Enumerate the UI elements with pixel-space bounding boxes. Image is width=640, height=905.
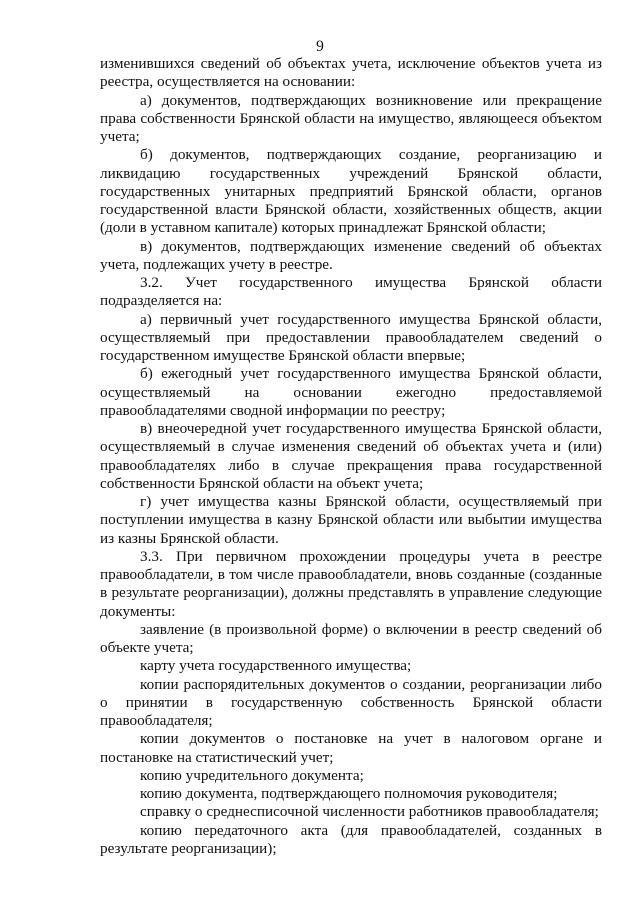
paragraph: изменившихся сведений об объектах учета, исключение объектов учета из реестра, осуществляется на основании: [100, 55, 602, 91]
paragraph: б) документов, подтверждающих создание, реорганизацию и ликвидацию государственных учреждений Брянской области, государственных унитарных предприятий Брянской области, органов государственной власти Брянской области, хозяйственных обществ, акции (доли в уставном капитале) которых принадлежат Брянской области; [100, 146, 602, 237]
body-text [100, 55, 602, 858]
paragraph: 3.3. При первичном прохождении процедуры учета в реестре правообладатели, в том числе правообладатели, вновь созданные (созданные в результате реорганизации), должны представлять в управление следующие документы: [100, 547, 602, 620]
paragraph: копию учредительного документа; [140, 766, 364, 784]
paragraph: 3.2. Учет государственного имущества Брянской области подразделяется на: [100, 274, 602, 310]
paragraph: б) ежегодный учет государственного имущества Брянской области, осуществляемый на основании ежегодно предоставляемой правообладателями сводной информации по реестру; [100, 365, 602, 419]
paragraph: копию документа, подтверждающего полномочия руководителя; [140, 785, 558, 802]
paragraph: в) внеочередной учет государственного имущества Брянской области, осуществляемый в случае изменения сведений об объектах учета и (или) правообладателях либо в случае прекращения права государственной собственности Брянской области на объект учета; [100, 420, 602, 492]
paragraph: а) первичный учет государственного имущества Брянской области, осуществляемый при предоставлении правообладателем сведений о государственном имуществе Брянской области впервые; [100, 310, 602, 364]
paragraph: копию передаточного акта (для правообладателей, созданных в результате реорганизации); [100, 821, 602, 857]
paragraph: копии документов о постановке на учет в налоговом органе и постановке на статистический учет; [100, 730, 602, 766]
paragraph: справку о среднесписочной численности работников правообладателя; [140, 803, 599, 821]
paragraph: копии распорядительных документов о создании, реорганизации либо о принятии в государственную собственность Брянской области правообладателя; [100, 675, 602, 729]
page-number: 9 [316, 38, 324, 55]
paragraph: а) документов, подтверждающих возникновение или прекращение права собственности Брянской области на имущество, являющееся объектом учета; [100, 91, 602, 145]
paragraph: заявление (в произвольной форме) о включении в реестр сведений об объекте учета; [100, 620, 602, 656]
paragraph: г) учет имущества казны Брянской области, осуществляемый при поступлении имущества в казну Брянской области или выбытии имущества из казны Брянской области. [100, 493, 602, 547]
paragraph: в) документов, подтверждающих изменение сведений об объектах учета, подлежащих учету в реестре. [100, 237, 602, 273]
paragraph: карту учета государственного имущества; [140, 657, 412, 675]
